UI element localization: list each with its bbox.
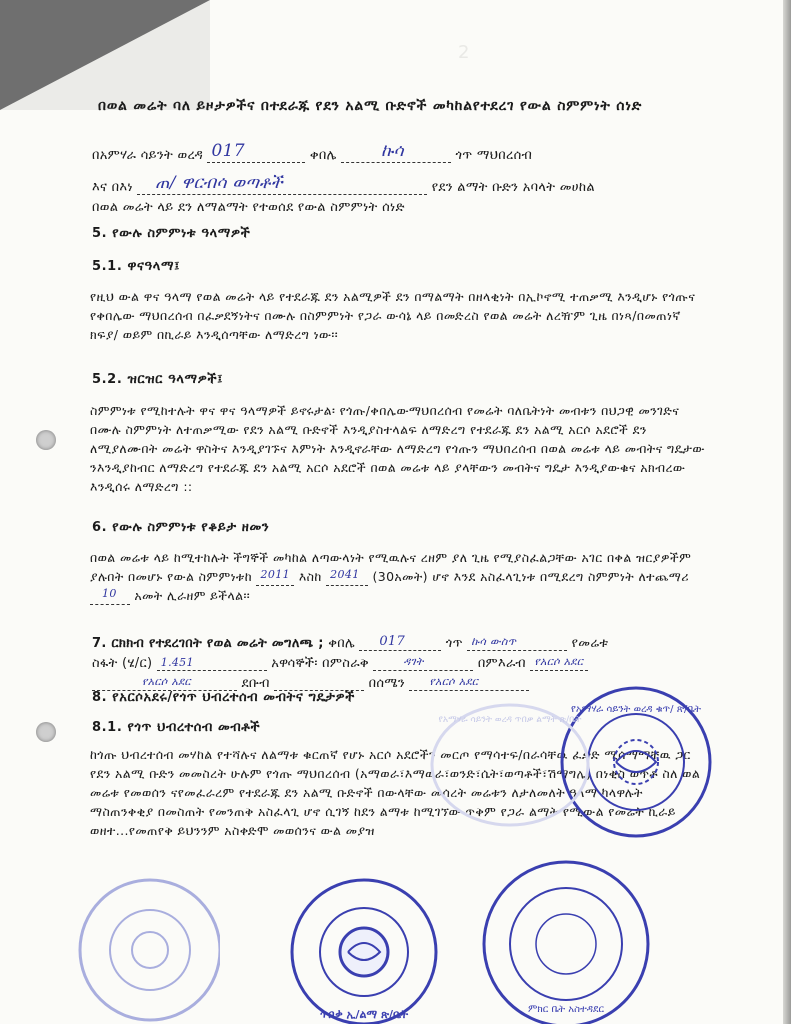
document-title: በወል መሬት ባለ ይዞታዎችና በተደራጁ የደን አልሚ ቡድኖች መካከልየተደረገ የውል ስምምነት ሰነድ bbox=[98, 98, 643, 114]
section-5-2-heading: 5.2. ዝርዝር ዓላማዎች፤ bbox=[92, 372, 224, 387]
section-5-1-text: የዚህ ውል ዋና ዓላማ የወል መሬት ላይ የተደራጁ ደን አልሚዎች ደን በማልማት በዘላቂነት በኢኮኖሚ ተጠቃሚ እንዲሆኑ የጎጡና የቀበሌው ማህበረሰብ በፈቃደኝነትና በሙሉ በስምምነት የጋራ ውሳኔ ላይ በመድረስ የወል መሬት ለረዥም ጊዜ በነጻ/በመጠነኛ ክፍያ/ ወይም በኪራይ እንዲሰጣቸው ለማድረግ ነው፡፡ bbox=[90, 289, 696, 342]
section-5-heading: 5. የውሉ ስምምነቱ ዓላማዎች bbox=[92, 226, 251, 241]
stamp-background-faint bbox=[420, 700, 590, 830]
got-community-label: ጎጥ ማህበረሰብ bbox=[455, 148, 533, 163]
end-year-field: 2041 bbox=[326, 573, 368, 586]
section-6-text: በወል መሬቱ ላይ ከሚተከሉት ችግኞች መካከል ለጣውላነት የሚዉሉና ረዘም ያለ ጊዜ የሚያስፈልጋቸው አገር በቀል ዝርያዎችም ያሉበት በመሆኑ የውል ስምምነቱከ 2011 እስከ 2041 (30አመት) ሆኖ እንደ አስፈላጊነቱ በሚደረግ ስምምነት ለተጨማሪ 10 አመት ሊራዘም ይችላል፡፡ bbox=[90, 550, 692, 603]
kebele-label: ቀበሌ bbox=[309, 148, 337, 163]
parties-line-1 bbox=[92, 141, 533, 163]
section-5-1-heading: 5.1. ዋናዓላማ፤ bbox=[92, 259, 180, 274]
section-7-heading: 7. ርክክብ የተደረገበት የወል መሬት መግለጫ ; bbox=[92, 636, 324, 651]
section-8-1-heading: 8.1. የጎጥ ህብረተሰብ መብቶች bbox=[92, 720, 261, 735]
land-kebele-field: 017 bbox=[359, 638, 441, 651]
stamp-faint bbox=[70, 860, 220, 1024]
woreda-label: በአምሃራ ሳይንት ወረዳ bbox=[92, 148, 204, 163]
area-field: 1.451 bbox=[157, 658, 267, 671]
section-5-2-text: ስምምነቱ የሚከተሉት ዋና ዋና ዓላማዎች ይኖሩታል፡ የጎጡ/ቀበሌውማህበረሰብ የመሬት ባለቤትነት መብቱን በህጋዊ መንገድና በሙሉ ስምምነት ለተጠቃሚው የደን አልሚ ቡድኖች እንዲያስተላልፍ ለማድረግ የተደራጁ ደን አልሚ አርሶ አደሮች ደን ለሚያለሙበት መሬት ዋስትና እንዲያገኙና እምነት እንዲኖራቸው ለማድረግ የጎጡን ማህበረሰብ በወል መሬቱ ላይ መብትና ግዴታው ንእንዲያከብር ለማድረግ የተደራጁ ደን አልሚ አርሶ አደሮች በወል መሬቱ ላይ ያላቸውን መብትና ግዴታ እንዲያውቁና አክብረው እንዲሰሩ ለማድረግ :: bbox=[90, 403, 705, 494]
names-field: ጠ/ ዋርብሳ ወጣቶች bbox=[137, 182, 427, 195]
south-boundary-field: የአርሶ አደር bbox=[92, 678, 237, 691]
east-boundary-field: ዳገት bbox=[373, 658, 473, 671]
start-year-field: 2011 bbox=[256, 573, 294, 586]
section-8-heading: 8. የአርሶአደሩ/የጎጥ ህብረተሰብ መብትና ግዴታዎች bbox=[92, 690, 355, 705]
svg-text:ጥበቃ ኢ/ልማ ጽ/ቤት: ጥበቃ ኢ/ልማ ጽ/ቤት bbox=[319, 1008, 409, 1021]
punch-hole bbox=[36, 722, 56, 742]
stamp-council bbox=[476, 852, 656, 1024]
page-edge-shadow bbox=[783, 0, 791, 1024]
svg-text:ምክር ቤት አስተዳደር: ምክር ቤት አስተዳደር bbox=[528, 1004, 604, 1015]
punch-hole bbox=[36, 430, 56, 450]
section-7-line-2: ስፋት (ሄ/ር) 1.451 አዋሳኞች፡ በምስራቅ ዳገት በምእራብ የአርሶ አደር bbox=[92, 656, 588, 671]
north-boundary-field: የአርሶ አደር bbox=[409, 678, 529, 691]
section-6-heading: 6. የውሉ ስምምነቱ የቆይታ ዘመን bbox=[92, 520, 270, 535]
section-8-1-text: ከጎጡ ህብረተሰብ መሃከል የተሻሉና ለልማቱ ቁርጠኛ የሆኑ አርሶ አደሮችን መርጦ የማሳተፍ/በራሳቸዉ ፈቃድ ሚሰማማቸዉ ጋር የደን አልሚ ቡድን መመስረት ሁሉም የጎጡ ማህበረሰብ (አማወራ፣እማወራ፣ወንድ፣ሴት፣ወጣቶች፣ሽማግሌ) በነቂስ ወጥቶ ስለ ወል መሬቱ የመወሰን ናየመፈራረም የተደራጁ ደን አልሚ ቡድኖች በውላቸው መሰረት መሬቱን ለታለመለት ዓላማ ካላዋሉት ማስጠንቀቂያ በመስጠት የመንጠቅ አስፈላጊ ሆኖ ሲገኝ ከደን ልማቱ ከሚገኘው ጥቅም የጋራ ልማት የሚውል የመሬት ኪራይ ወዘተ...የመጠየቅ ይህንንም አስቀድሞ መወሰንና ውል መያዝ bbox=[90, 747, 701, 838]
parties-line-3: በወል መሬት ላይ ደን ለማልማት የተወሰደ የውል ስምምነት ሰነድ bbox=[92, 200, 405, 215]
section-7-line-1: 7. ርክክብ የተደረገበት የወል መሬት መግለጫ ; ቀበሌ 017 ጎጥ ኩሳ ውስጥ የመሬቱ bbox=[92, 634, 609, 651]
group-members-label: የደን ልማት ቡድን አባላት መሀከል bbox=[431, 180, 595, 195]
section-7-line-3: የአርሶ አደር ደቡብ በሰሜን የአርሶ አደር bbox=[92, 676, 529, 691]
woreda-field: 017 bbox=[207, 150, 305, 163]
stamp-protection-office bbox=[286, 868, 442, 1024]
extension-years-field: 10 bbox=[90, 592, 130, 605]
svg-text:የአማሃራ ሳይንት ወረዳ ቁጥ/ ጽ/ቤት: የአማሃራ ሳይንት ወረዳ ቁጥ/ ጽ/ቤት bbox=[570, 704, 702, 715]
svg-text:የአማሃራ ሳይንት ወረዳ ጥበቃ ልማት ጽ/ቤት: የአማሃራ ሳይንት ወረዳ ጥበቃ ልማት ጽ/ቤት bbox=[438, 715, 582, 725]
page-number: 2 bbox=[458, 42, 470, 63]
kebele-field: ኩሳ bbox=[341, 150, 451, 163]
west-boundary-field: የአርሶ አደር bbox=[530, 658, 588, 671]
names-label: እና በእነ bbox=[92, 180, 133, 195]
folded-corner bbox=[0, 0, 210, 110]
land-got-field: ኩሳ ውስጥ bbox=[467, 638, 567, 651]
parties-line-2 bbox=[92, 173, 595, 195]
